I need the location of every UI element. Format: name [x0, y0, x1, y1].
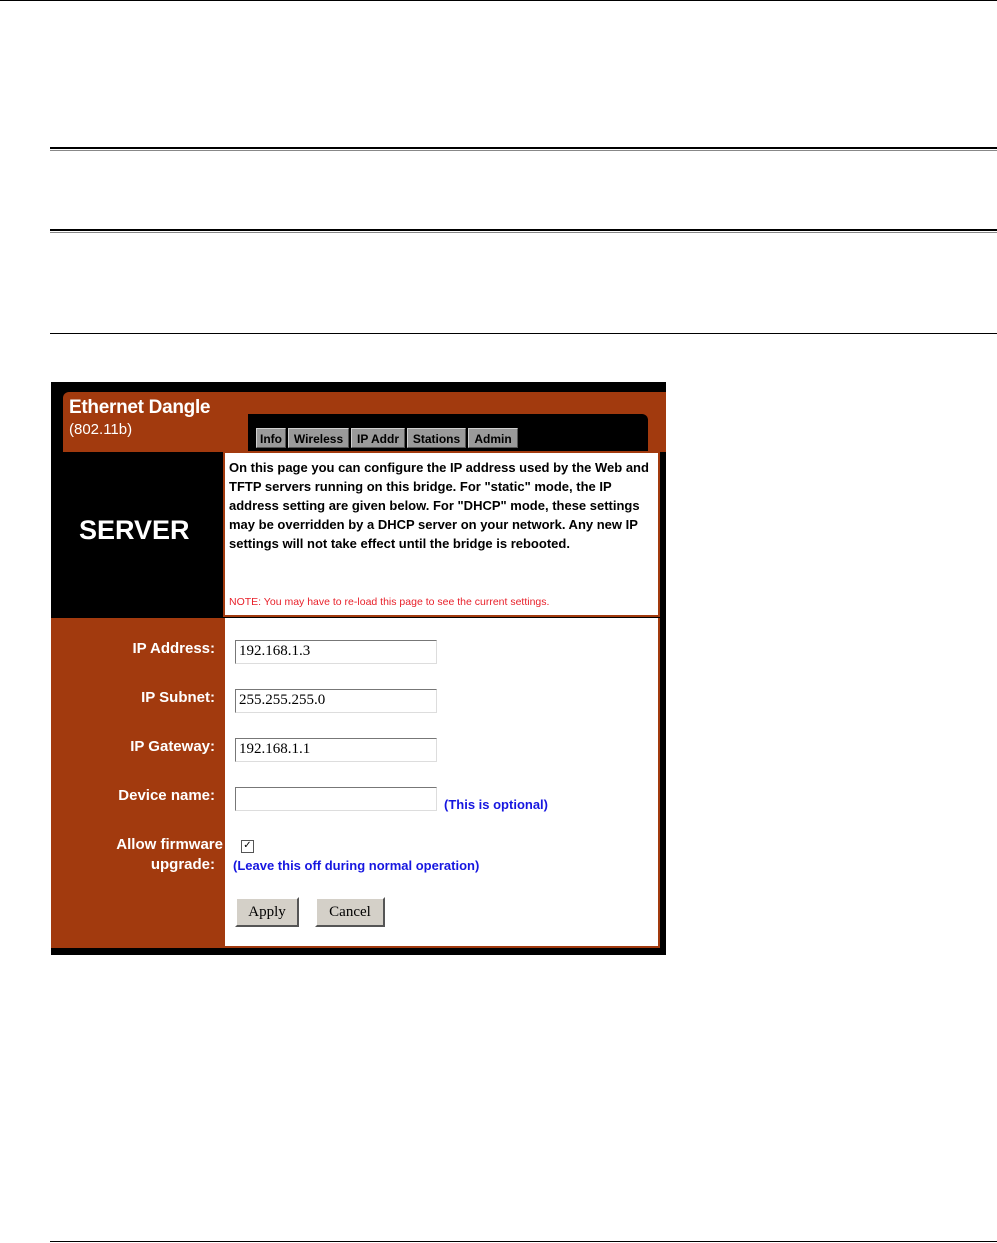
checkmark-icon: ✓: [243, 840, 252, 851]
apply-button[interactable]: Apply: [235, 897, 299, 927]
header-bar: [63, 392, 666, 452]
tab-stations[interactable]: Stations: [407, 428, 466, 448]
divider-rule-shadow: [50, 150, 997, 151]
tab-info[interactable]: Info: [256, 428, 286, 448]
ip-address-input[interactable]: 192.168.1.3: [235, 640, 437, 664]
ip-subnet-label: IP Subnet:: [141, 689, 215, 706]
ip-subnet-input[interactable]: 255.255.255.0: [235, 689, 437, 713]
tab-wireless[interactable]: Wireless: [288, 428, 349, 448]
section-title: SERVER: [79, 515, 190, 545]
tab-ip-addr[interactable]: IP Addr: [351, 428, 405, 448]
description-text: On this page you can configure the IP address used by the Web and TFTP servers running on this bridge. For "static" mode, the IP address setting are given below. For "DHCP" mode, these settings may be overridden by a DHCP server on your network. Any new IP settings will not take effect until the bridge is rebooted.: [229, 460, 649, 551]
divider-rule-shadow: [50, 232, 997, 233]
label-column: [51, 618, 223, 948]
firmware-label-line2: upgrade:: [150, 856, 215, 873]
product-subtitle: (802.11b): [69, 421, 133, 438]
firmware-label-line1: Allow firmware: [116, 836, 223, 853]
description-panel: [223, 451, 660, 617]
ip-address-label: IP Address:: [132, 640, 215, 657]
section-title-panel: [51, 452, 223, 618]
divider-rule: [50, 229, 997, 231]
firmware-hint: (Leave this off during normal operation): [233, 858, 480, 873]
device-config-screenshot: [51, 382, 666, 955]
ip-gateway-input[interactable]: 192.168.1.1: [235, 738, 437, 762]
settings-form: [223, 618, 660, 948]
device-name-input[interactable]: [235, 787, 437, 811]
top-rule: [0, 0, 997, 1]
firmware-upgrade-checkbox[interactable]: [241, 840, 254, 853]
device-name-hint: (This is optional): [444, 797, 548, 812]
divider-rule: [50, 333, 997, 334]
device-name-label: Device name:: [118, 787, 215, 804]
ip-gateway-label: IP Gateway:: [130, 738, 215, 755]
tab-admin[interactable]: Admin: [468, 428, 518, 448]
product-title: Ethernet Dangle: [69, 397, 211, 418]
tab-bar: [248, 414, 648, 452]
cancel-button[interactable]: Cancel: [315, 897, 385, 927]
reload-note: NOTE: You may have to re-load this page to see the current settings.: [229, 596, 550, 608]
divider-rule: [50, 147, 997, 149]
bottom-rule: [50, 1241, 997, 1242]
